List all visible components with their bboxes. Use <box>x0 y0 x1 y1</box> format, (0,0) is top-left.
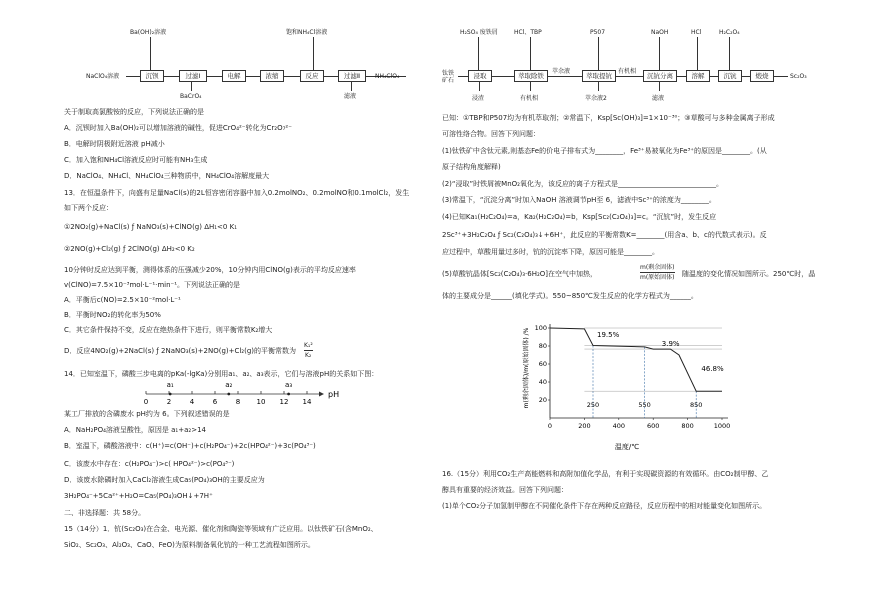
tga-y-tick-label: 100 <box>534 324 547 332</box>
flow-r-start: 钛铁 矿石 <box>442 70 455 84</box>
tga-xlabel: 温度/℃ <box>614 443 640 451</box>
known-line: 可溶性络合物。回答下列问题： <box>442 130 540 138</box>
q15-frac-num: m(剩余固体) <box>640 264 675 271</box>
tga-ticks <box>535 324 731 430</box>
flow-r-mid-raffinate: 萃余液 <box>552 68 571 75</box>
ph-mark-label: a₃ <box>285 381 293 389</box>
q12-option-c: C．加入饱和NH₄Cl溶液反应时可能有NH₃生成 <box>64 156 208 164</box>
tga-x-tick-label: 400 <box>612 422 626 430</box>
q13-option-c: C．其它条件保持不变，反应在绝热条件下进行，则平衡常数K₂增大 <box>64 326 273 334</box>
tga-y-tick-label: 20 <box>538 396 547 404</box>
flow-r-step-dissolve: 溶解 <box>686 70 710 82</box>
flow-r-reagent: NaOH <box>651 29 669 36</box>
ph-axis-diagram <box>136 380 340 410</box>
q15-sub5: 体的主要成分是______(填化学式)。550~850℃发生反应的化学方程式为______。 <box>442 292 698 300</box>
ph-mark-dot <box>227 393 230 396</box>
tga-marker-label: 550 <box>638 401 651 410</box>
tga-x-tick-label: 0 <box>547 422 553 430</box>
q13-line: 10分钟时反应达到平衡，测得体系的压强减少20%，10分钟内用ClNO(g)表示的平均反应速率 <box>64 266 356 274</box>
flow-r-reagent: H₂SO₄ 废铁屑 <box>460 29 498 36</box>
ph-tick-label: 14 <box>302 398 312 406</box>
flow-r-reagent: HCl、TBP <box>514 29 542 36</box>
flow-r-reagent: H₂C₂O₄ <box>719 29 740 36</box>
flow-r-step-leach: 浸取 <box>468 70 492 82</box>
flow-reagent-nh4cl: 饱和NH₄Cl溶液 <box>286 29 328 36</box>
flow-step-electrolysis: 电解 <box>222 70 246 82</box>
q12-option-d: D．NaClO₄、NH₄Cl、NH₄ClO₄三种物质中，NH₄ClO₄溶解度最大 <box>64 172 270 180</box>
q15-sub4: 2Sc³⁺+3H₂C₂O₄ ƒ Sc₂(C₂O₄)₃↓+6H⁺，此反应的平衡常数K=________(用含a、b、c的代数式表示)。反 <box>442 231 767 239</box>
q14-option-a: A．NaH₂PO₄溶液呈酸性，原因是 a₁+a₂>14 <box>64 426 206 434</box>
tga-annotation: 46.8% <box>701 365 724 374</box>
q15-sub1: 原子结构角度解释) <box>442 163 501 171</box>
tga-x-tick-label: 200 <box>578 422 591 430</box>
flow-r-step-extract-sc: 萃取提钪 <box>582 70 616 82</box>
flow-r-step-calcine: 煅烧 <box>750 70 774 82</box>
flow-step-react: 反应 <box>300 70 324 82</box>
q15-sub2: (2)“浸取”时铁屑被MnO₂氧化为，该反应的离子方程式是____________________________。 <box>442 180 723 188</box>
ph-tick-label: 10 <box>256 398 266 406</box>
flow-bottom-filtrate: 滤液 <box>344 93 357 100</box>
q13-option-d: D．反应4NO₂(g)+2NaCl(s) ƒ 2NaNO₃(s)+2NO(g)+Cl₂(g)的平衡常数为 <box>64 347 297 355</box>
flow-r-bottom: 滤液 <box>652 95 665 102</box>
q13-line: ①2NO₂(g)+NaCl(s) ƒ NaNO₃(s)+ClNO(g) ΔH₁<0 K₁ <box>64 223 237 231</box>
tga-y-tick-label: 80 <box>538 342 547 350</box>
flow-r-mid-organic: 有机相 <box>618 68 637 75</box>
q14-title: 14．已知室温下，磷酸三步电离的pKa(-lgKa)分别用a₁、a₂、a₃表示，它们与溶液pH的关系如下图： <box>64 370 379 378</box>
q14-line: 某工厂排放的含磷废水 pH约为 6。下列叙述错误的是 <box>64 410 230 418</box>
q13-line: ②2NO(g)+Cl₂(g) ƒ 2ClNO(g) ΔH₂<0 K₂ <box>64 245 195 253</box>
q13-frac-num: K₁² <box>304 342 313 349</box>
flow-r-step-separate: 沉钪分离 <box>643 70 677 82</box>
ph-tick-label: 2 <box>166 398 172 406</box>
q15-sub5: (5)草酸钪晶体[Sc₂(C₂O₄)₃·6H₂O]在空气中加热， <box>442 270 598 278</box>
ph-axis-marks <box>167 381 293 395</box>
tga-series-line <box>550 328 722 391</box>
q13-option-a: A．平衡后c(NO)=2.5×10⁻²mol·L⁻¹ <box>64 296 181 304</box>
tga-marker-label: 250 <box>586 401 600 410</box>
tga-y-tick-label: 40 <box>538 378 547 386</box>
flow-r-step-precip: 沉钪 <box>718 70 742 82</box>
ph-mark-dot <box>287 393 290 396</box>
tga-y-tick-label: 60 <box>538 360 547 368</box>
q15-line: SiO₂、Sc₂O₃、Al₂O₃、CaO、FeO)为原料制备氧化钪的一种工艺流程如图所示。 <box>64 541 315 549</box>
q15-sub4: 应过程中，草酸用量过多时，钪的沉淀率下降，原因可能是________。 <box>442 248 659 256</box>
q15-frac-den: m(原始固体) <box>640 274 675 281</box>
q16-line: (1)单个CO₂分子加氢制甲醇在不同催化条件下存在两种反应路径，反应历程中的相对能量变化如图所示。 <box>442 502 767 510</box>
ph-axis-unit: pH <box>328 390 340 399</box>
tga-chart <box>522 318 732 453</box>
q13-frac-den: K₂ <box>305 352 312 359</box>
tga-ylabel: m(剩余固体)/m(原始固体) /% <box>523 327 530 409</box>
q13-line: 如下两个反应： <box>64 204 113 212</box>
q16-line: 醇具有重要的经济效益。回答下列问题： <box>442 486 568 494</box>
flow-step-chenbei: 沉钡 <box>140 70 164 82</box>
flow-step-filter2: 过滤Ⅱ <box>338 70 366 82</box>
ph-tick-label: 0 <box>143 398 149 406</box>
tga-x-tick-label: 600 <box>646 422 660 430</box>
tga-x-tick-label: 1000 <box>713 422 731 430</box>
ph-tick-label: 12 <box>279 398 289 406</box>
q14-option-c: C．该废水中存在：c(H₂PO₄⁻)>c( HPO₄²⁻)>c(PO₄³⁻) <box>64 460 235 468</box>
section-heading: 二、非选择题：共 58分。 <box>64 509 146 517</box>
q13-option-b: B．平衡时NO₂的转化率为50% <box>64 311 161 319</box>
flow-step-filter1: 过滤Ⅰ <box>179 70 207 82</box>
tga-annotations <box>587 331 724 409</box>
ph-mark-label: a₂ <box>225 381 233 389</box>
q15-line: 15（14分）1．钪(Sc₂O₃)在合金、电光源、催化剂和陶瓷等领域有广泛应用。以钛铁矿石(含MnO₂、 <box>64 525 378 533</box>
flow-start: NaClO₄溶液 <box>86 73 120 80</box>
q14-option-d: D．该废水除磷时加入CaCl₂溶液生成Ca₅(PO₄)₃OH的主要反应为 <box>64 476 265 484</box>
tga-annotation: 19.5% <box>597 331 620 339</box>
q12-stem: 关于制取高氯酸铵的反应，下列说法正确的是 <box>64 108 204 116</box>
q14-option-b: B．室温下，磷酸溶液中：c(H⁺)=c(OH⁻)+c(H₂PO₄⁻)+2c(HPO₄²⁻)+3c(PO₄³⁻) <box>64 442 316 450</box>
q16-line: 16.（15分）利用CO₂生产高能燃料和高附加值化学品，有利于实现碳资源的有效循环。由CO₂制甲醇、乙 <box>442 470 769 478</box>
flow-r-product: Sc₂O₃ <box>790 73 807 80</box>
q15-sub1: (1)钛铁矿中含钛元素,则基态Fe的价电子排布式为________，Fe³⁺易被氧化为Fe³⁺的原因是________。(从 <box>442 147 767 155</box>
flow-bottom-bacro4: BaCrO₄ <box>180 93 202 100</box>
flow-r-bottom: 浸渣 <box>472 95 485 102</box>
flow-r-bottom: 萃余液2 <box>585 95 607 102</box>
flow-reagent-baoh2: Ba(OH)₂溶液 <box>130 29 167 36</box>
ph-mark-dot <box>169 393 172 396</box>
ph-mark-label: a₁ <box>166 381 174 389</box>
q15-sub4: (4)已知Ka₁(H₂C₂O₄)=a，Ka₂(H₂C₂O₄)=b，Ksp[Sc₂(C₂O₄)₃]=c。“沉钪”时，发生反应 <box>442 213 717 221</box>
flow-r-bottom: 有机相 <box>520 95 539 102</box>
known-line: 已知：①TBP和P507均为有机萃取剂；②常温下，Ksp[Sc(OH)₃]=1×10⁻³⁰；③草酸可与多种金属离子形成 <box>442 114 775 122</box>
q13-line: 13．在恒温条件下，向盛有足量NaCl(s)的2L恒容密闭容器中加入0.2molNO₂、0.2molNO和0.1molCl₂，发生 <box>64 189 410 197</box>
flow-product: NH₄ClO₄ <box>375 73 400 80</box>
tga-x-tick-label: 800 <box>681 422 694 430</box>
q15-sub5: 随温度的变化情况如图所示。250℃时，晶 <box>682 270 816 278</box>
tga-annotation: 3.9% <box>661 340 680 348</box>
ph-tick-label: 4 <box>189 398 195 406</box>
flow-step-concentrate: 浓缩 <box>260 70 284 82</box>
ph-tick-label: 6 <box>212 398 218 406</box>
q14-equation: 3H₂PO₄⁻+5Ca²⁺+H₂O=Ca₅(PO₄)₃OH↓+7H⁺ <box>64 492 213 500</box>
q13-line: v(ClNO)=7.5×10⁻³mol·L⁻¹·min⁻¹。下列说法正确的是 <box>64 281 241 289</box>
q12-option-b: B．电解时阴极附近溶液 pH减小 <box>64 140 165 148</box>
ph-tick-label: 8 <box>235 398 241 406</box>
q15-sub3: (3)常温下，“沉淀分离”时加入NaOH 溶液调节pH至 6，滤液中Sc³⁺的浓度为________。 <box>442 196 716 204</box>
q12-option-a: A．沉钡时加入Ba(OH)₂可以增加溶液的碱性，促进CrO₄²⁻转化为Cr₂O₇²⁻ <box>64 124 292 132</box>
tga-marker-label: 850 <box>689 401 703 410</box>
flow-r-reagent: HCl <box>691 29 702 36</box>
flow-r-step-remove-fe: 萃取除铁 <box>514 70 548 82</box>
flow-r-reagent: P507 <box>590 29 606 36</box>
